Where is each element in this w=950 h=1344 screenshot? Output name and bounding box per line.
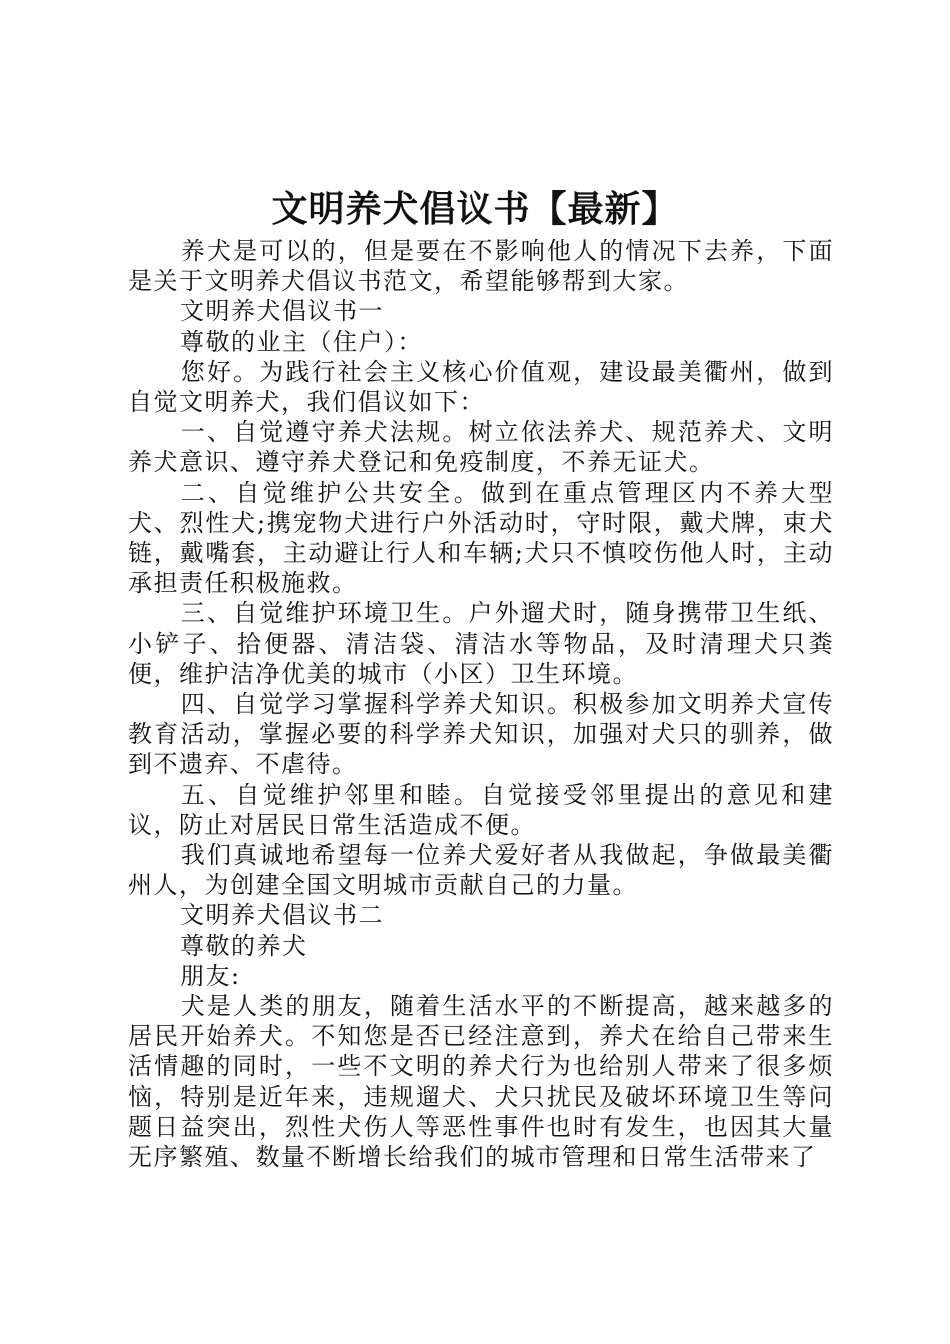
paragraph-intro: 养犬是可以的，但是要在不影响他人的情况下去养，下面是关于文明养犬倡议书范文，希望能够帮到大家。: [128, 237, 834, 296]
paragraph-item-1: 一、自觉遵守养犬法规。树立依法养犬、规范养犬、文明养犬意识、遵守养犬登记和免疫制度，不养无证犬。: [128, 418, 834, 477]
salutation-one: 尊敬的业主（住户）：: [180, 327, 423, 356]
document-body: [128, 236, 834, 1172]
salutation-two-line-2: 朋友:: [180, 961, 241, 990]
document-title: 文明养犬倡议书【最新】: [271, 188, 679, 230]
paragraph-item-2: 二、自觉维护公共安全。做到在重点管理区内不养大型犬、烈性犬;携宠物犬进行户外活动时，守时限，戴犬牌，束犬链，戴嘴套，主动避让行人和车辆;犬只不慎咬伤他人时，主动承担责任积极施救。: [128, 478, 834, 598]
paragraph-greeting: 您好。为践行社会主义核心价值观，建设最美衢州，做到自觉文明养犬，我们倡议如下：: [128, 357, 834, 417]
paragraph-letter-two: 犬是人类的朋友，随着生活水平的不断提高，越来越多的居民开始养犬。不知您是否已经注意到，养犬在给自己带来生活情趣的同时，一些不文明的养犬行为也给别人带来了很多烦恼，特别是近年来，违规遛犬、犬只扰民及破坏环境卫生等问题日益突出，烈性犬伤人等恶性事件也时有发生，也因其大量无序繁殖、数量不断增长给我们的城市管理和日常生活带来了: [128, 992, 834, 1172]
salutation-two-line-1: 尊敬的养犬: [180, 931, 308, 960]
section-heading-one: 文明养犬倡议书一: [180, 297, 384, 326]
section-heading-two: 文明养犬倡议书二: [180, 901, 384, 930]
paragraph-item-4: 四、自觉学习掌握科学养犬知识。积极参加文明养犬宣传教育活动，掌握必要的科学养犬知识，加强对犬只的驯养，做到不遗弃、不虐待。: [128, 690, 834, 779]
paragraph-item-5: 五、自觉维护邻里和睦。自觉接受邻里提出的意见和建议，防止对居民日常生活造成不便。: [128, 780, 834, 839]
paragraph-item-3: 三、自觉维护环境卫生。户外遛犬时，随身携带卫生纸、小铲子、拾便器、清洁袋、清洁水等物品，及时清理犬只粪便，维护洁净优美的城市（小区）卫生环境。: [128, 599, 834, 688]
paragraph-closing: 我们真诚地希望每一位养犬爱好者从我做起，争做最美衢州人，为创建全国文明城市贡献自己的力量。: [128, 841, 834, 900]
